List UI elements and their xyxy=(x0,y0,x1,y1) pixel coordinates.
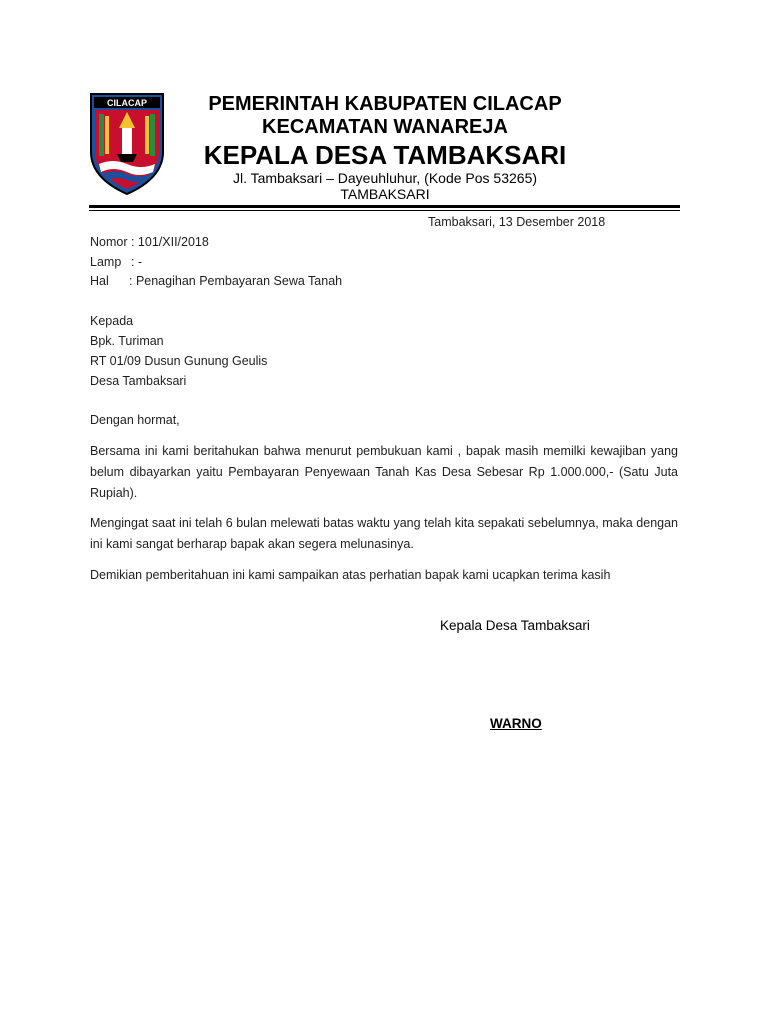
body-paragraph: Bersama ini kami beritahukan bahwa menurut pembukuan kami , bapak masih memilki kewajiban yang belum dibayarkan yaitu Pembayaran Penyewaan Tanah Kas Desa Sebesar Rp 1.000.000,- (Satu Juta Rupiah). xyxy=(90,444,678,500)
attachment-label: Lamp xyxy=(90,255,122,269)
letter-date: Tambaksari, 13 Desember 2018 xyxy=(428,215,606,229)
closing-paragraph: Demikian pemberitahuan ini kami sampaikan atas perhatian bapak kami ucapkan terima kasih xyxy=(90,568,611,582)
header-city: TAMBAKSARI xyxy=(340,186,430,202)
signature-title: Kepala Desa Tambaksari xyxy=(440,618,590,633)
body-paragraph: Mengingat saat ini telah 6 bulan melewati batas waktu yang telah kita sepakati sebelumnya, maka dengan ini kami sangat berharap bapak akan segera melunasinya. xyxy=(90,516,678,551)
header-divider-thick xyxy=(89,205,680,208)
logo-text: CILACAP xyxy=(107,98,147,108)
header-divider-thin xyxy=(89,210,680,211)
recipient-line: Bpk. Turiman xyxy=(90,334,164,348)
recipient-line: Kepada xyxy=(90,314,134,328)
signature-name: WARNO xyxy=(490,716,542,731)
greeting: Dengan hormat, xyxy=(90,413,180,427)
attachment-value: : - xyxy=(131,255,143,269)
recipient-line: RT 01/09 Dusun Gunung Geulis xyxy=(90,354,268,368)
letter-number: Nomor : 101/XII/2018 xyxy=(90,235,209,249)
header-government: PEMERINTAH KABUPATEN CILACAP xyxy=(208,93,562,115)
subject-value: : Penagihan Pembayaran Sewa Tanah xyxy=(129,274,343,288)
cilacap-logo xyxy=(89,92,165,196)
header-address: Jl. Tambaksari – Dayeuhluhur, (Kode Pos 53265) xyxy=(232,170,538,186)
recipient-line: Desa Tambaksari xyxy=(90,374,187,388)
subject-label: Hal xyxy=(90,274,109,288)
header-office: KEPALA DESA TAMBAKSARI xyxy=(203,140,567,170)
header-district: KECAMATAN WANAREJA xyxy=(262,116,508,138)
